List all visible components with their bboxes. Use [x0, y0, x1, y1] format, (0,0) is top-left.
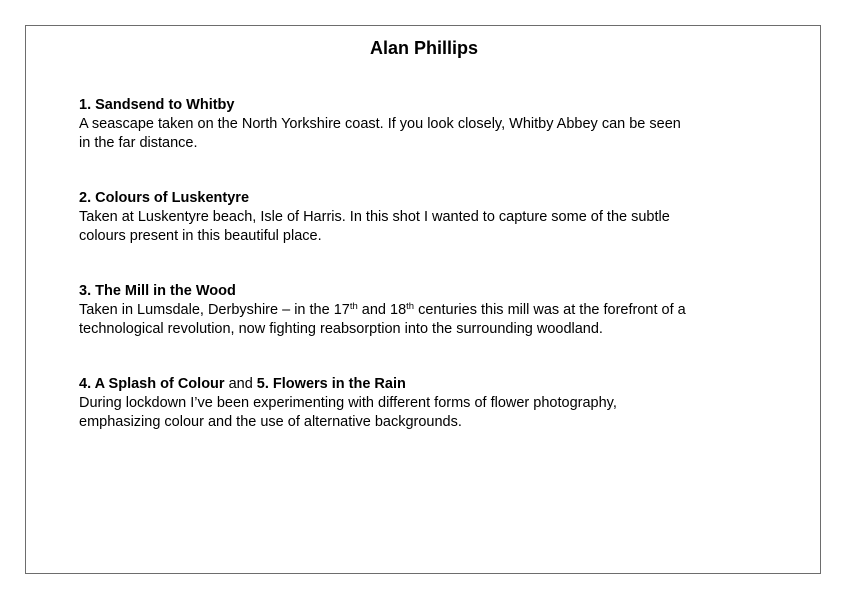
entry-4-heading-join: and	[224, 376, 257, 392]
entry-2	[79, 189, 779, 246]
entry-3-superscript-2: th	[406, 301, 415, 312]
entry-3-superscript-1: th	[349, 301, 358, 312]
entry-3	[79, 282, 779, 339]
entry-4-heading-part-a: 4. A Splash of Colour	[79, 376, 225, 392]
entry-2-text-line-2: colours present in this beautiful place.	[79, 228, 322, 244]
entry-1-text-line-2: in the far distance.	[79, 135, 198, 151]
entry-3-heading: 3. The Mill in the Wood	[79, 283, 236, 299]
entry-4	[79, 375, 779, 432]
entry-1-text-line-1: A seascape taken on the North Yorkshire coast. If you look closely, Whitby Abbey can be seen	[79, 116, 681, 132]
entry-4-text-line-2: emphasizing colour and the use of alternative backgrounds.	[79, 414, 462, 430]
entry-1	[79, 96, 779, 153]
document-title: Alan Phillips	[369, 38, 479, 58]
entry-3-text-part-b: and 18	[357, 302, 407, 318]
entry-3-text-part-a: Taken in Lumsdale, Derbyshire – in the 17	[79, 302, 350, 318]
entry-2-heading: 2. Colours of Luskentyre	[79, 190, 250, 206]
entry-3-text-part-c: centuries this mill was at the forefront of a	[414, 302, 686, 318]
entry-3-text-line-1	[79, 301, 779, 320]
entry-1-heading: 1. Sandsend to Whitby	[79, 97, 235, 113]
entry-4-text-line-1: During lockdown I’ve been experimenting with different forms of flower photography,	[79, 395, 617, 411]
entry-4-heading-part-b: 5. Flowers in the Rain	[256, 376, 406, 392]
entry-3-text-line-2: technological revolution, now fighting reabsorption into the surrounding woodland.	[79, 321, 603, 337]
entry-4-heading	[79, 375, 779, 394]
entry-2-text-line-1: Taken at Luskentyre beach, Isle of Harris. In this shot I wanted to capture some of the subtle	[79, 209, 670, 225]
